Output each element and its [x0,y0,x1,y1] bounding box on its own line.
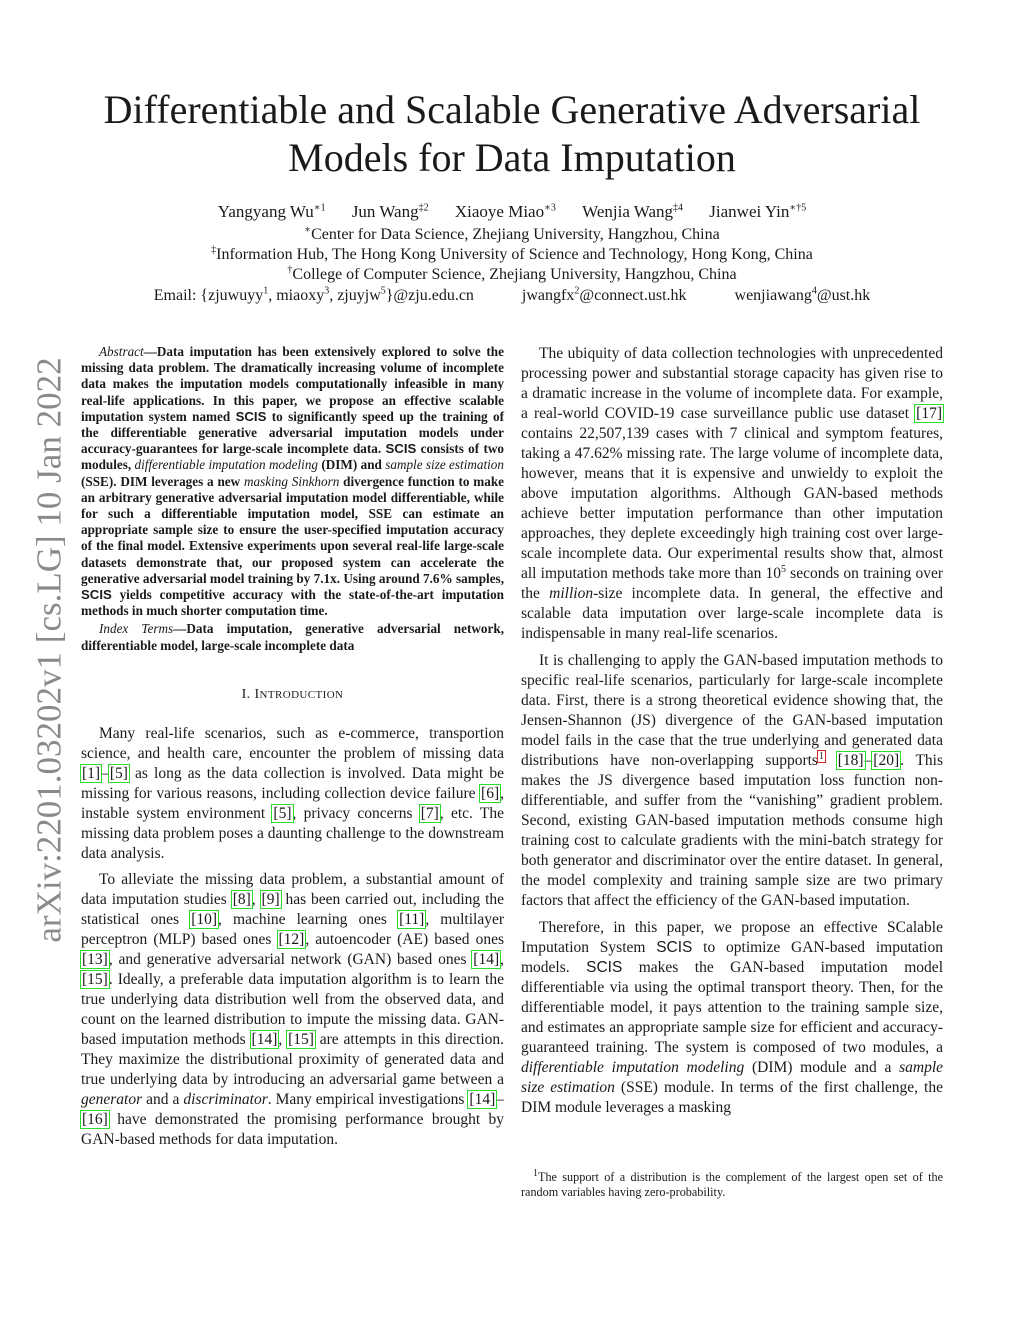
citation-link[interactable]: [1] [82,764,101,782]
author: Wenjia Wang$^{\ddagger 4}$ [582,202,684,221]
right-column [521,344,943,1125]
citation-link[interactable]: [15] [82,970,108,988]
email-line: Email: {zjuwuyy$^1$, miaoxy$^3$, zjuyjw$^5$}@zju.edu.cn jwangfx$^2$@connect.ust.hk wenjiawang$^4$@ust.hk [153,285,871,304]
right-paragraph-2: It is challenging to apply the GAN-based imputation methods to specific real-life scenarios, particularly for large-scale incomplete data. First, there is a strong theoretical evidence showing that, the Jensen-Shannon (JS) divergence of the GAN-based imputation model fails in the case that the true underlying and generated data distributions have non-overlapping supports$^1$ [18]–[20]. This makes the JS divergence based imputation loss function non-differentiable, and suffer from the “vanishing” gradient problem. Second, existing GAN-based imputation methods consume high training cost to calculate gradients with the mini-batch strategy for both generator and discriminator over the entire dataset. In general, the model complexity and training sample size are two primary factors that affect the efficiency of the GAN-based imputation. [521,652,944,909]
citation-link[interactable]: [15] [288,1030,314,1048]
author: Yangyang $Wu^{∗1}$ [217,202,326,221]
author: Jun Wang$^{\ddagger 2}$ [351,202,429,221]
affiliation: †College of Computer Science, Zhejiang University, Hangzhou, China [287,264,737,283]
citation-link[interactable]: [11] [399,910,425,928]
citation-link[interactable]: [10] [191,910,218,928]
left-column [81,344,504,1150]
affiliation: ∗Center for Data Science, Zhejiang University, Hangzhou, China [304,224,720,243]
citation-link[interactable]: [5] [273,804,292,822]
footnote: $^1$The support of a distribution is the complement of the largest open set of the random variables having zero-probability. [521,1167,943,1199]
citation-link[interactable]: [6] [481,784,500,802]
citation-link[interactable]: [8] [232,890,251,908]
citation-link[interactable]: [9] [261,890,280,908]
citation-link[interactable]: [14] [251,1030,278,1048]
citation-link[interactable]: [12] [278,930,305,948]
abstract: Abstract—Data imputation has been extensively explored to solve the missing data problem. The dramatically increasing volume of incomplete data makes the imputation models computationally infeasible in many real-life applications. In this paper, we propose an effective scalable imputation system named SCIS to significantly speed up the training of the differentiable generative adversarial imputation models under accuracy-guarantees for large-scale incomplete data. SCIS consists of two modules, differentiable imputation modeling (DIM) and sample size estimation (SSE). DIM leverages a new masking Sinkhorn divergence function to make an arbitrary generative adversarial imputation model differentiable, while for such a differentiable imputation model, SSE can estimate an appropriate sample size to ensure the user-specified imputation accuracy of the final model. Extensive experiments upon several real-life large-scale datasets demonstrate that, our proposed system can accelerate the generative adversarial model training by 7.1x. Using around 7.6% samples, SCIS yields competitive accuracy with the state-of-the-art imputation methods in much shorter computation time. [81,344,505,619]
citation-link[interactable]: [17] [916,405,942,422]
title-line-1: Differentiable and Scalable Generative Adversarial [103,87,921,132]
email-ust-connect: jwangfx$^2$@connect.ust.hk [521,285,687,304]
citation-link[interactable]: [5] [109,764,128,782]
right-paragraph-1: The ubiquity of data collection technologies with unprecedented processing power and substantial storage capacity has given rise to a dramatic increase in the volume of incomplete data. For example, a real-world COVID-19 case surveillance public use dataset [17] contains 22,507,139 cases with 7 clinical and symptom features, taking a 47.62% missing rate. The large volume of incomplete data, however, means that it is expensive and unwieldy to exploit the above imputation algorithms. Although GAN-based methods achieve better imputation performance than other imputation approaches, they deplete exceedingly high training cost over large-scale incomplete data. Our experimental results show that, almost all imputation methods take more than $10^5$ seconds on training over the million-size incomplete data. In general, the effective and scalable data imputation over large-scale incomplete data is indispensable in many real-life scenarios. [521,345,944,642]
paper-title [60,86,964,182]
citation-link[interactable]: [14] [473,950,500,968]
footnote-link[interactable]: 1 [818,750,824,762]
index-terms: Index Terms—Data imputation, generative adversarial network, differentiable model, large-scale incomplete data [81,621,504,653]
citation-link[interactable]: [14] [469,1090,496,1108]
author-list [60,202,964,222]
citation-link[interactable]: [13] [82,950,108,968]
intro-paragraph-2: To alleviate the missing data problem, a substantial amount of data imputation studies [8], [9] has been carried out, including the statistical ones [10], machine learning ones [11], multilayer perceptron (MLP) based ones [12], autoencoder (AE) based ones [13], and generative adversarial network (GAN) based ones [14], [15]. Ideally, a preferable data imputation algorithm is to learn the true underlying data distribution well from the observed data, and count on the learned distribution to impute the missing data. GAN-based imputation methods [14], [15] are attempts in this direction. They maximize the distributional proximity of generated data and true underlying data by introducing an adversarial game between a generator and a discriminator. Many empirical investigations [14]–[16] have demonstrated the promising performance brought by GAN-based methods for data imputation. [81,870,505,1148]
right-paragraph-3: Therefore, in this paper, we propose an effective SCalable Imputation System SCIS to optimize GAN-based imputation models. SCIS makes the GAN-based imputation model differentiable via using the optimal transport theory. Then, for the differentiable model, it pays attention to the training sample size, and estimates an appropriate sample size for efficient and accuracy-guaranteed training. The system is composed of two modules, a differentiable imputation modeling (DIM) module and a sample size estimation (SSE) module. In terms of the first challenge, the DIM module leverages a masking [521,919,944,1116]
citation-link[interactable]: [7] [420,804,439,822]
section-heading-introduction: I. INTRODUCTION [241,686,344,702]
arxiv-id-text: arXiv:2201.03202v1 [cs.LG] 10 Jan 2022 [30,357,70,943]
author: Jianwei Yin$^{∗\dagger 5}$ [709,202,807,221]
citation-link[interactable]: [18] [837,752,864,769]
arxiv-side-identifier [30,350,70,950]
email-group: {zjuwuyy$^1$, miaoxy$^3$, zjuyjw$^5$}@zju.edu.cn [200,285,474,304]
citation-link[interactable]: [20] [873,752,900,769]
intro-paragraph-1: Many real-life scenarios, such as e-commerce, transportion science, and health care, encounter the problem of missing data [1]–[5] as long as the data collection is involved. Data might be missing for various reasons, including collection device failure [6], instable system environment [5], privacy concerns [7], etc. The missing data problem poses a daunting challenge to the downstream data analysis. [81,724,505,862]
email-ust: wenjiawang$^4$@ust.hk [734,285,871,304]
title-line-2: Models for Data Imputation [288,135,736,180]
affiliation: ‡Information Hub, The Hong Kong University of Science and Technology, Hong Kong, China [211,244,813,263]
author: Xiaoye Miao$^{∗3}$ [454,202,556,221]
citation-link[interactable]: [16] [82,1110,108,1128]
